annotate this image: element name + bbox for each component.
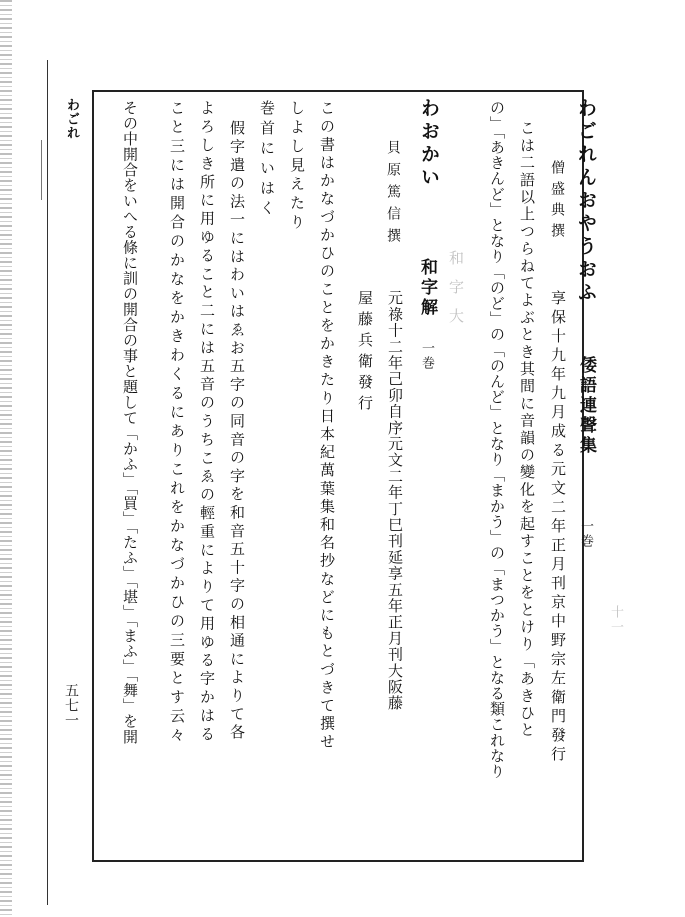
entry-pubinfo-wajikai: 元祿十二年己卯自序元文二年丁巳刊延享五年正月刊大阪藤 xyxy=(386,290,404,712)
ghost-bleed-text: 和字大 xyxy=(447,250,465,337)
page-number: 五七一 xyxy=(63,683,79,728)
entry-desc-wajikai-4: 假字遣の法一にはわいはゑお五字の同音の字を和音五十字の相通によりて各 xyxy=(228,120,246,743)
entry-desc-waren-2: の」「あきんど」となり「のど」の「のんど」となり「まかう」の「まつかう」となる類これなり xyxy=(488,100,506,779)
entry-desc-wajikai-5: よろしき所に用ゆること二には五音のうちこゑの輕重によりて用ゆる字かはる xyxy=(198,100,216,744)
entry-desc-waren-1: こは二語以上つらねてよぶとき其間に音韻の變化を起すことをとけり「あきひと xyxy=(518,120,536,740)
entry-title-wajikai: 和字解 xyxy=(417,258,437,318)
entry-volumes-wajikai: 一巻 xyxy=(419,341,434,371)
entry-pubinfo-waren: 享保十九年九月成る元文二年正月刊京中野宗左衛門發行 xyxy=(549,290,567,765)
binding-edge xyxy=(0,0,12,917)
running-head: わごれ xyxy=(64,98,79,140)
entry-title-waren: 倭語連聲集 xyxy=(576,356,596,456)
entry-desc-wajikai-1: この書はかなづかひのことをかきたり日本紀萬葉集和名抄などにもとづきて撰せ xyxy=(318,100,336,752)
entry-volumes-waren: 一巻 xyxy=(578,519,593,549)
entry-heading-wajikai: わおかい xyxy=(418,98,440,190)
entry-author-waren: 僧盛典撰 xyxy=(549,160,565,244)
margin-rule-inner xyxy=(41,140,42,200)
entry-desc-wajikai-2: しよし見えたり xyxy=(288,100,306,233)
entry-publisher-wajikai: 屋藤兵衛發行 xyxy=(356,290,374,416)
entry-author-wajikai: 貝原篤信撰 xyxy=(385,140,401,250)
margin-rule xyxy=(47,60,48,905)
entry-desc-wajikai-3: 巻首にいはく xyxy=(258,100,276,220)
entry-heading-waren: わごれんおやうおふ xyxy=(575,98,597,305)
entry-desc-wajikai-7: その中開合をいへる條に訓の開合の事と題して「かふ」「買」「たふ」「堪」「まふ」「舞」を開 xyxy=(121,100,139,745)
ghost-mark: 十一 xyxy=(608,605,623,635)
entry-desc-wajikai-6: こと三には開合のかなをかきわくるにありこれをかなづかひの三要とす云々 xyxy=(168,100,186,746)
